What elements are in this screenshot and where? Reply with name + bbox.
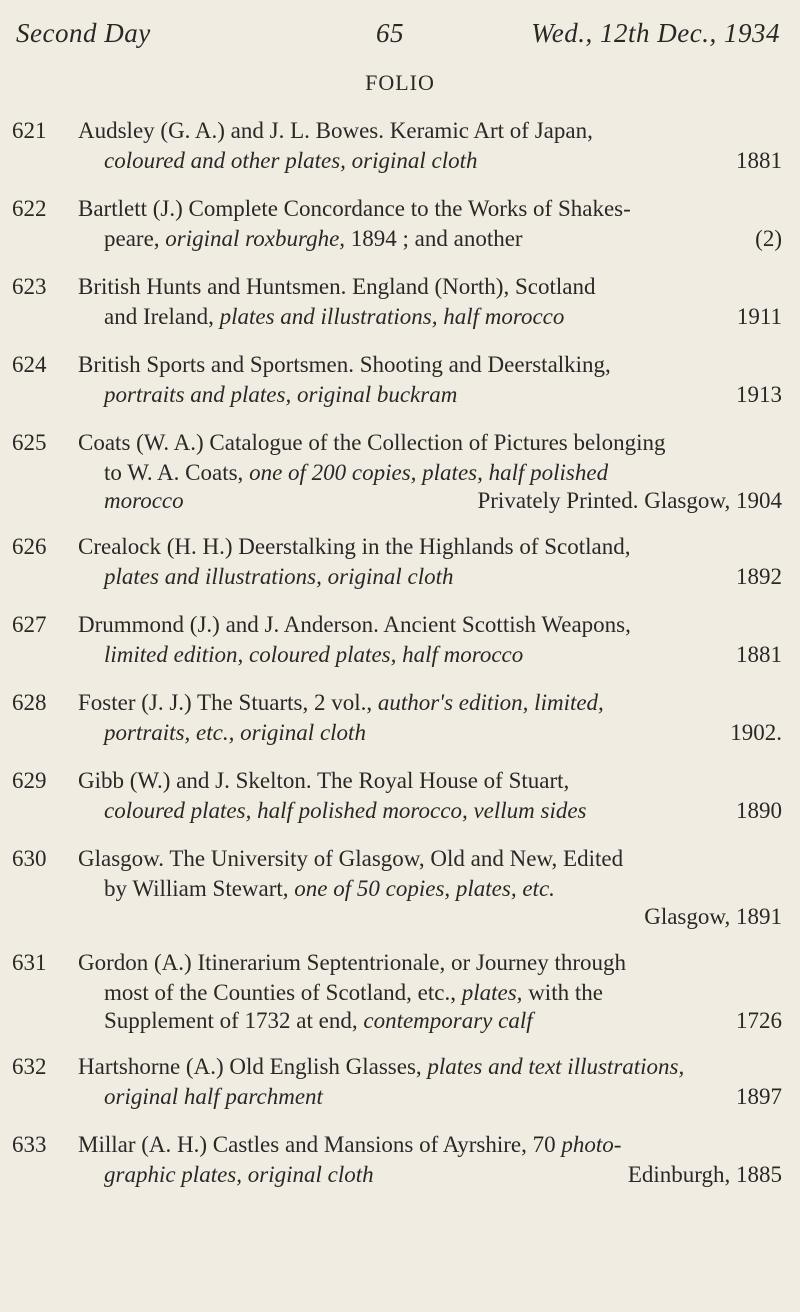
lot-imprint: Glasgow, 1891 [644,904,782,929]
lot-title [78,690,782,716]
lot-binding: original roxburghe, [165,226,351,251]
lot-date: 1881 [736,642,782,667]
lot-description [104,642,782,668]
lot-number: 629 [12,768,47,793]
lot-description [104,1162,782,1188]
lot-text: peare, [104,226,166,251]
lot-number: 621 [12,118,47,143]
lot-title [78,118,782,144]
lot-text: by William Stewart, [104,876,295,901]
lot-text: Drummond (J.) and J. Anderson. Ancient Scottish Weapons, [78,612,631,637]
lot-description [104,876,782,902]
lot-date: (2) [755,226,782,251]
lot-binding: plates and illustrations, half morocco [219,304,565,329]
lot-text: to W. A. Coats, [104,460,250,485]
section-title: FOLIO [365,70,435,95]
lot-text: British Sports and Sportsmen. Shooting and Deerstalking, [78,352,611,377]
lot-binding: limited edition, coloured plates, half morocco [104,642,524,667]
lot-text: Crealock (H. H.) Deerstalking in the Highlands of Scotland, [78,534,631,559]
lot-text: Audsley (G. A.) and J. L. Bowes. Keramic Art of Japan, [78,118,593,143]
lot-text: Hartshorne (A.) Old English Glasses, [78,1054,428,1079]
lot-number: 623 [12,274,47,299]
lot-number: 626 [12,534,47,559]
lot-binding: contemporary calf [363,1008,533,1033]
lot-title [78,612,782,638]
lot-date: 1890 [736,798,782,823]
lot-date: 1902. [730,720,782,745]
lot-date: 1913 [736,382,782,407]
lot-date: 1726 [736,1008,782,1033]
lot-text: most of the Counties of Scotland, etc., [104,980,462,1005]
lot-date: 1892 [736,564,782,589]
lot-title [78,352,782,378]
lot-description [104,1084,782,1110]
lot-description-cont [104,1008,782,1034]
lot-description [104,720,782,746]
lot-title [78,196,782,222]
lot-binding: one of 200 copies, plates, half polished [249,460,609,485]
lot-description [104,304,782,330]
lot-title [78,430,782,456]
lot-binding: graphic plates, original cloth [104,1162,374,1187]
lot-title [78,534,782,560]
header-date: Wed., 12th Dec., 1934 [531,18,780,48]
lot-number: 628 [12,690,47,715]
lot-date: 1911 [736,304,782,329]
page-header [16,18,780,58]
lot-text: and Ireland, [104,304,220,329]
lot-title [78,768,782,794]
lot-description [104,564,782,590]
lot-description [104,382,782,408]
page-number: 65 [376,18,404,48]
lot-number: 627 [12,612,47,637]
lot-binding: plates, [461,980,529,1005]
lot-description [104,148,782,174]
lot-binding: morocco [104,488,184,513]
lot-binding: portraits and plates, original buckram [104,382,458,407]
lot-title [78,1132,782,1158]
lot-number: 625 [12,430,47,455]
lot-text: Gordon (A.) Itinerarium Septentrionale, or Journey through [78,950,627,975]
lot-description-cont [104,488,782,514]
lot-title [78,1054,782,1080]
lot-title [78,274,782,300]
lot-number: 630 [12,846,47,871]
lot-text: Foster (J. J.) The Stuarts, 2 vol., [78,690,378,715]
lot-description [104,226,782,252]
lot-binding: plates and text illustrations, [427,1054,685,1079]
lot-date: 1881 [736,148,782,173]
lot-number: 631 [12,950,47,975]
lot-number: 632 [12,1054,47,1079]
lot-binding: portraits, etc., original cloth [104,720,366,745]
header-day: Second Day [16,18,151,48]
lot-number: 633 [12,1132,47,1157]
lot-description [104,460,782,486]
lot-binding: coloured plates, half polished morocco, vellum sides [104,798,587,823]
lot-text: British Hunts and Huntsmen. England (North), Scotland [78,274,596,299]
lot-text: Coats (W. A.) Catalogue of the Collection of Pictures belonging [78,430,666,455]
lot-text: Gibb (W.) and J. Skelton. The Royal House of Stuart, [78,768,570,793]
lot-binding: coloured and other plates, original cloth [104,148,478,173]
lot-text: Glasgow. The University of Glasgow, Old and New, Edited [78,846,624,871]
lot-text: with the [528,980,603,1005]
lot-binding: photo- [561,1132,622,1157]
lot-text: Bartlett (J.) Complete Concordance to the Works of Shakes- [78,196,631,221]
lot-title [78,950,782,976]
lot-binding: plates and illustrations, original cloth [104,564,454,589]
lot-imprint: Privately Printed. Glasgow, 1904 [477,488,782,513]
lot-text: 1894 ; and another [350,226,523,251]
lot-date: Edinburgh, 1885 [627,1162,782,1187]
lot-text: Millar (A. H.) Castles and Mansions of Ayrshire, 70 [78,1132,562,1157]
lot-binding: original half parchment [104,1084,323,1109]
lot-number: 622 [12,196,47,221]
lot-binding: one of 50 copies, plates, etc. [294,876,555,901]
lot-description [104,798,782,824]
lot-title [78,846,782,872]
lot-number: 624 [12,352,47,377]
lot-description [104,980,782,1006]
lot-date: 1897 [736,1084,782,1109]
lot-binding: author's edition, limited, [377,690,604,715]
lot-text: Supplement of 1732 at end, [104,1008,364,1033]
